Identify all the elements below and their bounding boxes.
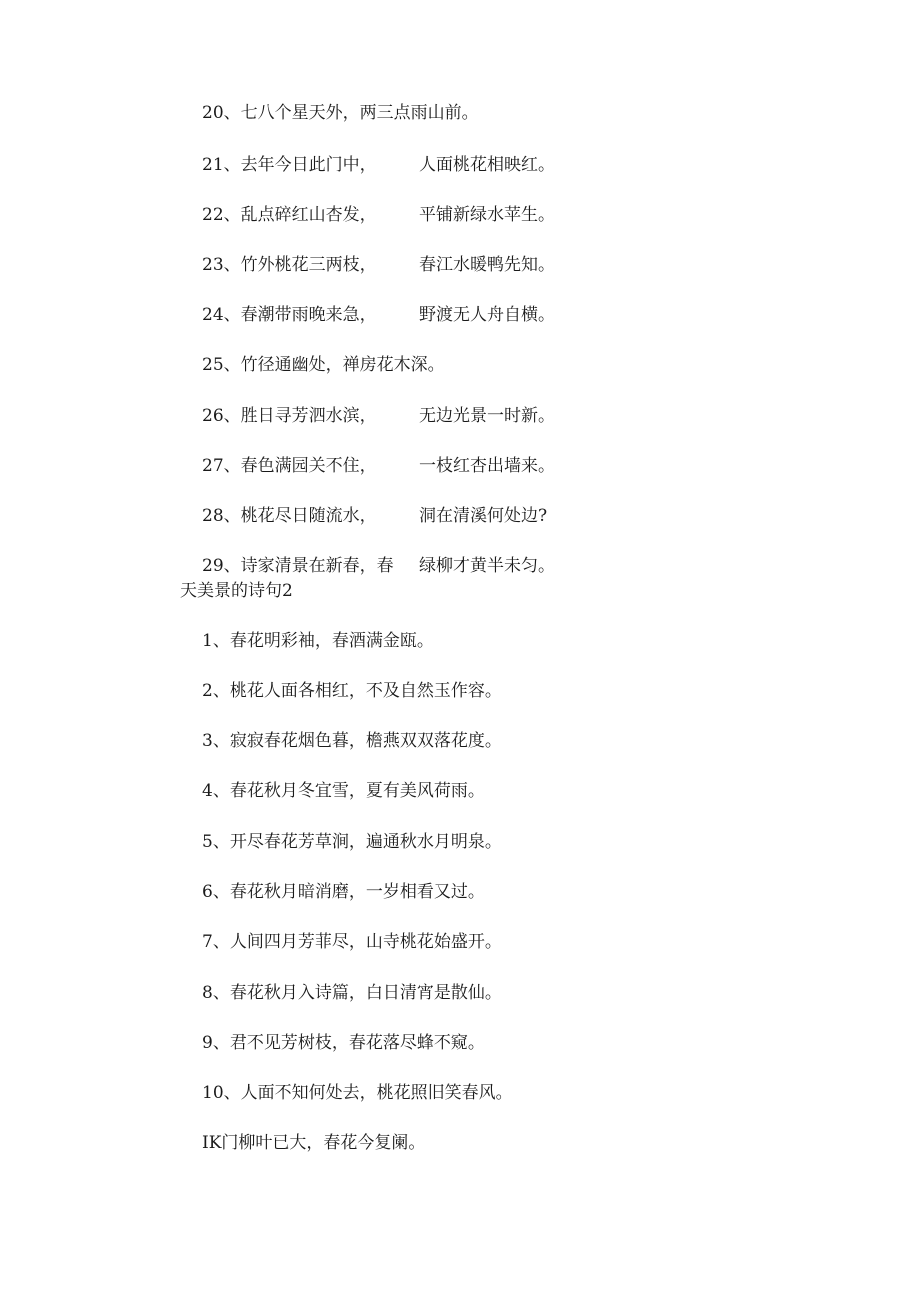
poem-line-28-second: 洞在清溪何处边? [419, 506, 548, 526]
poem-line-26-first: 26、胜日寻芳泗水滨， [202, 406, 377, 426]
poem-line-29-second: 绿柳才黄半未匀。 [419, 556, 555, 576]
poem2-line-7: 7、人间四月芳菲尽，山寺桃花始盛开。 [202, 932, 502, 952]
poem-line-26-second: 无边光景一时新。 [419, 406, 555, 426]
poem-line-21-first: 21、去年今日此门中， [202, 155, 377, 175]
poem2-line-10: 10、人面不知何处去，桃花照旧笑春风。 [202, 1083, 513, 1103]
poem2-line-4: 4、春花秋月冬宜雪，夏有美风荷雨。 [202, 781, 485, 801]
poem-line-25: 25、竹径通幽处，禅房花木深。 [202, 355, 445, 375]
poem-line-20: 20、七八个星天外，两三点雨山前。 [202, 103, 479, 123]
poem2-line-5: 5、开尽春花芳草涧，遍通秋水月明泉。 [202, 832, 502, 852]
poem-line-27-second: 一枝红杏出墙来。 [419, 456, 555, 476]
poem-line-24-first: 24、春潮带雨晚来急， [202, 305, 377, 325]
poem2-line-6: 6、春花秋月暗消磨，一岁相看又过。 [202, 882, 485, 902]
poem-line-29-first: 29、诗家清景在新春，春 [202, 556, 394, 576]
poem-line-22-first: 22、乱点碎红山杏发， [202, 205, 377, 225]
poem2-line-11: IK门柳叶已大，春花今复阑。 [202, 1133, 426, 1153]
poem-line-23-second: 春江水暖鸭先知。 [419, 255, 555, 275]
poem-line-21-second: 人面桃花相映红。 [419, 155, 555, 175]
poem2-line-2: 2、桃花人面各相红，不及自然玉作容。 [202, 681, 502, 701]
poem2-line-8: 8、春花秋月入诗篇，白日清宵是散仙。 [202, 983, 502, 1003]
poem2-line-9: 9、君不见芳树枝，春花落尽蜂不窥。 [202, 1033, 485, 1053]
poem-line-28-first: 28、桃花尽日随流水， [202, 506, 377, 526]
poem2-line-3: 3、寂寂春花烟色暮，檐燕双双落花度。 [202, 731, 502, 751]
poem-line-22-second: 平铺新绿水苹生。 [419, 205, 555, 225]
section-heading-continuation: 天美景的诗句2 [180, 581, 293, 601]
poem-line-24-second: 野渡无人舟自横。 [419, 305, 555, 325]
poem2-line-1: 1、春花明彩袖，春酒满金瓯。 [202, 631, 434, 651]
poem-line-27-first: 27、春色满园关不住， [202, 456, 377, 476]
poem-line-23-first: 23、竹外桃花三两枝， [202, 255, 377, 275]
